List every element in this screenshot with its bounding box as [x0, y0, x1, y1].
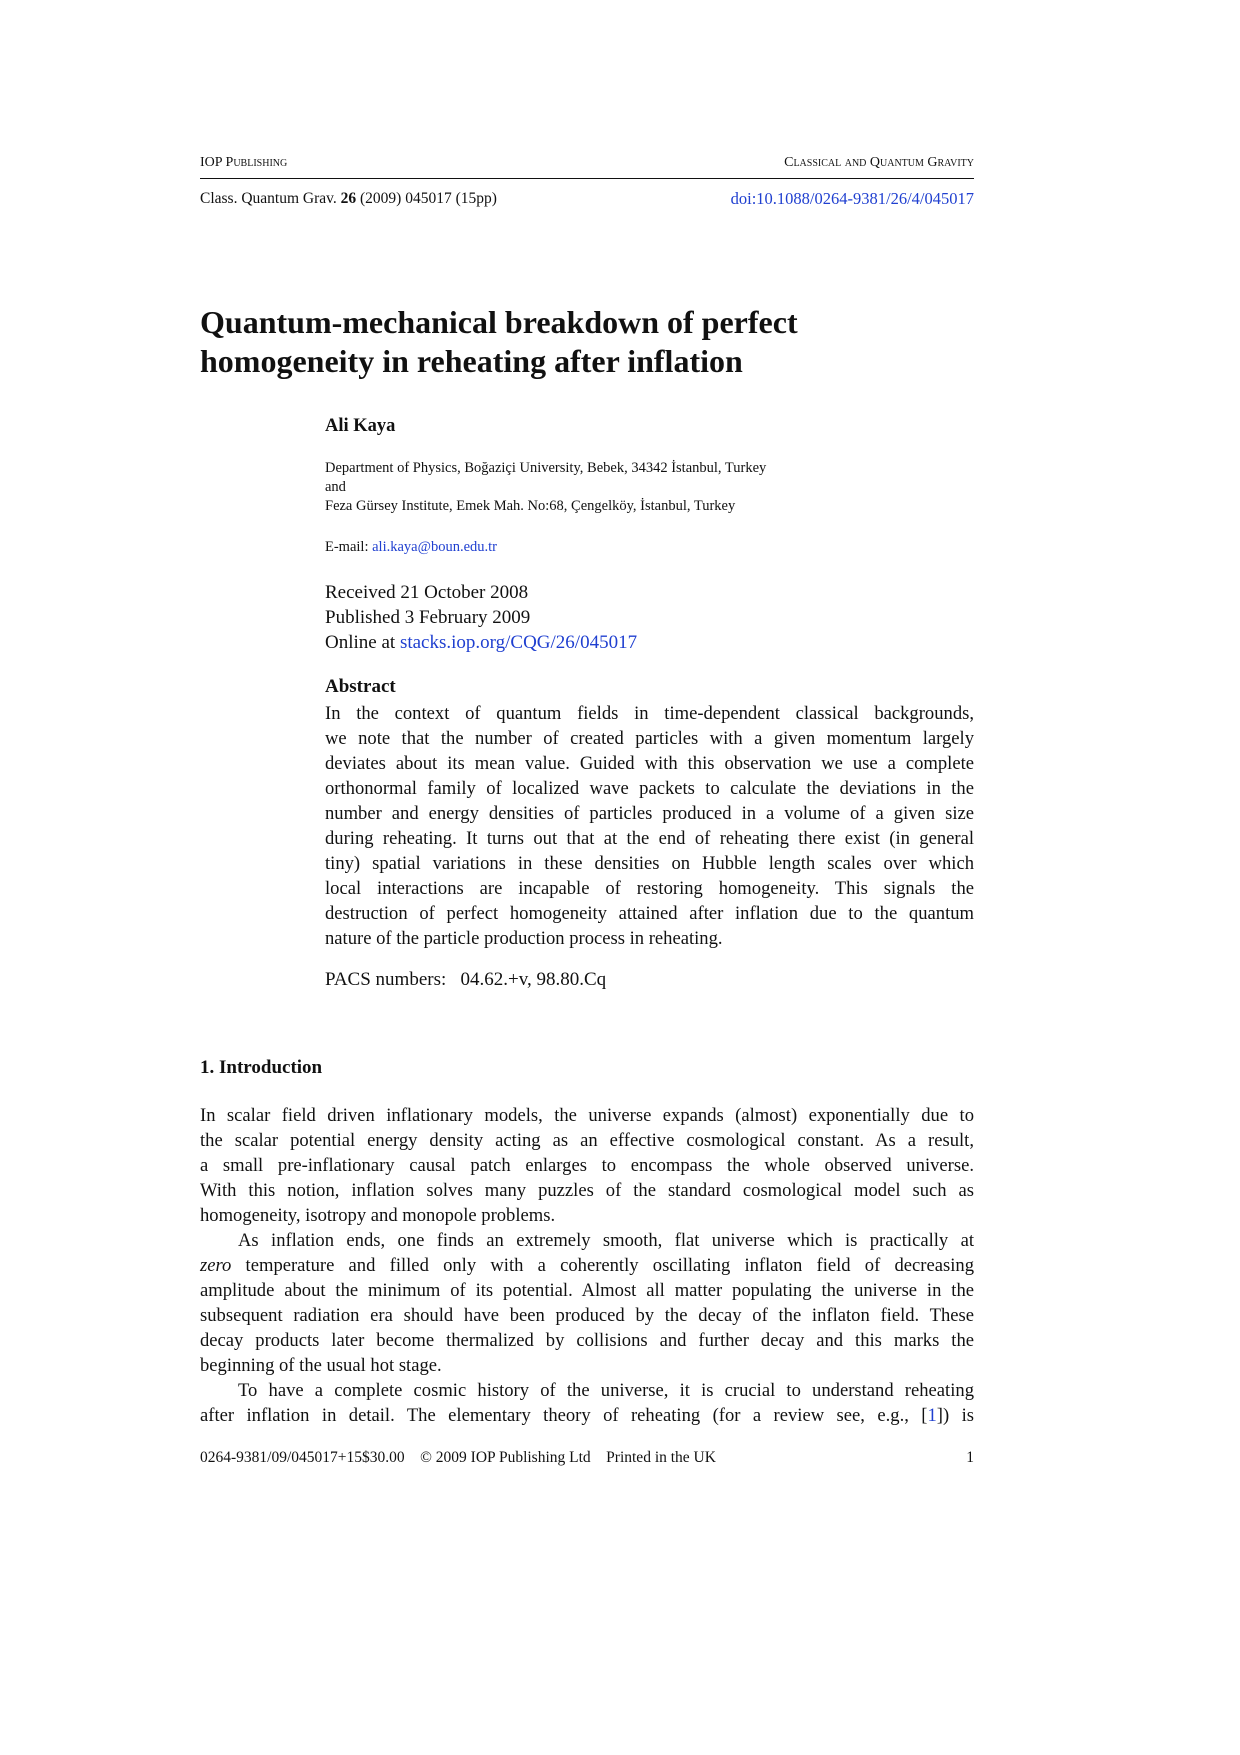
reference-link[interactable]: 1 [927, 1405, 937, 1426]
body-line: beginning of the usual hot stage. [200, 1355, 442, 1376]
body-line-rest: temperature and filled only with a coherently oscillating inflaton field of decreasing [231, 1255, 974, 1276]
title-line: Quantum-mechanical breakdown of perfect [200, 304, 798, 340]
online-link[interactable]: stacks.iop.org/CQG/26/045017 [399, 632, 638, 653]
abstract-line: In the context of quantum fields in time-dependent classical backgrounds, [325, 703, 974, 724]
body-line: To have a complete cosmic history of the universe, it is crucial to understand reheating [238, 1380, 974, 1401]
body-line: In scalar field driven inflationary models, the universe expands (almost) exponentially due to [200, 1105, 974, 1126]
pacs-numbers: PACS numbers: 04.62.+v, 98.80.Cq [325, 969, 607, 990]
affiliation-line: Feza Gürsey Institute, Emek Mah. No:68, Çengelköy, İstanbul, Turkey [325, 498, 736, 514]
journal-name: Classical and Quantum Gravity [784, 155, 974, 170]
body-line-pre: after inflation in detail. The elementary theory of reheating (for a review see, e.g., [ [200, 1405, 928, 1426]
paper-title [200, 303, 980, 381]
body-line: a small pre-inflationary causal patch enlarges to encompass the whole observed universe. [200, 1155, 974, 1176]
footer-copyright: 0264-9381/09/045017+15$30.00 © 2009 IOP Publishing Ltd Printed in the UK [200, 1449, 716, 1466]
citation-prefix: Class. Quantum Grav. [200, 190, 341, 207]
abstract-heading: Abstract [325, 676, 396, 697]
body-line: the scalar potential energy density acting as an effective cosmological constant. As a result, [200, 1130, 974, 1151]
abstract-line: we note that the number of created particles with a given momentum largely [325, 728, 974, 749]
doi-link[interactable]: doi:10.1088/0264-9381/26/4/045017 [730, 189, 974, 208]
abstract-line: nature of the particle production process in reheating. [325, 928, 723, 949]
abstract-line: number and energy densities of particles produced in a volume of a given size [325, 803, 974, 824]
abstract-body [325, 701, 974, 951]
citation-suffix: (2009) 045017 (15pp) [356, 190, 497, 207]
abstract-line: destruction of perfect homogeneity attained after inflation due to the quantum [325, 903, 974, 924]
affiliation [325, 459, 766, 516]
abstract-line: orthonormal family of localized wave packets to calculate the deviations in the [325, 778, 974, 799]
body-line: decay products later become thermalized by collisions and further decay and this marks the [200, 1330, 974, 1351]
published-date: Published 3 February 2009 [325, 607, 531, 628]
abstract-line: tiny) spatial variations in these densities on Hubble length scales over which [325, 853, 974, 874]
title-line: homogeneity in reheating after inflation [200, 343, 743, 379]
page-number: 1 [966, 1449, 974, 1466]
affiliation-line: Department of Physics, Boğaziçi University, Bebek, 34342 İstanbul, Turkey [325, 460, 767, 476]
emphasis-zero: zero [200, 1255, 232, 1276]
online-label: Online at [325, 632, 400, 653]
publication-dates [325, 580, 637, 655]
citation [200, 189, 497, 209]
citation-volume: 26 [340, 190, 357, 207]
body-line: As inflation ends, one finds an extremely smooth, flat universe which is practically at [238, 1230, 974, 1251]
email-label: E-mail: [325, 539, 373, 555]
introduction-body [200, 1103, 974, 1428]
affiliation-line: and [325, 479, 346, 495]
body-line [200, 1253, 974, 1278]
body-line: With this notion, inflation solves many puzzles of the standard cosmological model such as [200, 1180, 974, 1201]
publisher-name: IOP Publishing [200, 155, 288, 170]
body-line: amplitude about the minimum of its potential. Almost all matter populating the universe in the [200, 1280, 974, 1301]
received-date: Received 21 October 2008 [325, 582, 529, 603]
email-line [325, 539, 497, 556]
author-name: Ali Kaya [325, 416, 396, 436]
header-rule [200, 178, 974, 179]
body-line: homogeneity, isotropy and monopole problems. [200, 1205, 556, 1226]
abstract-line: local interactions are incapable of restoring homogeneity. This signals the [325, 878, 974, 899]
body-line-post: ]) is [936, 1405, 974, 1426]
body-line [200, 1403, 974, 1428]
abstract-line: during reheating. It turns out that at the end of reheating there exist (in general [325, 828, 974, 849]
body-line: subsequent radiation era should have been produced by the decay of the inflaton field. These [200, 1305, 974, 1326]
section-heading: 1. Introduction [200, 1057, 323, 1078]
email-link[interactable]: ali.kaya@boun.edu.tr [372, 539, 498, 555]
online-line [325, 630, 637, 655]
abstract-line: deviates about its mean value. Guided with this observation we use a complete [325, 753, 974, 774]
